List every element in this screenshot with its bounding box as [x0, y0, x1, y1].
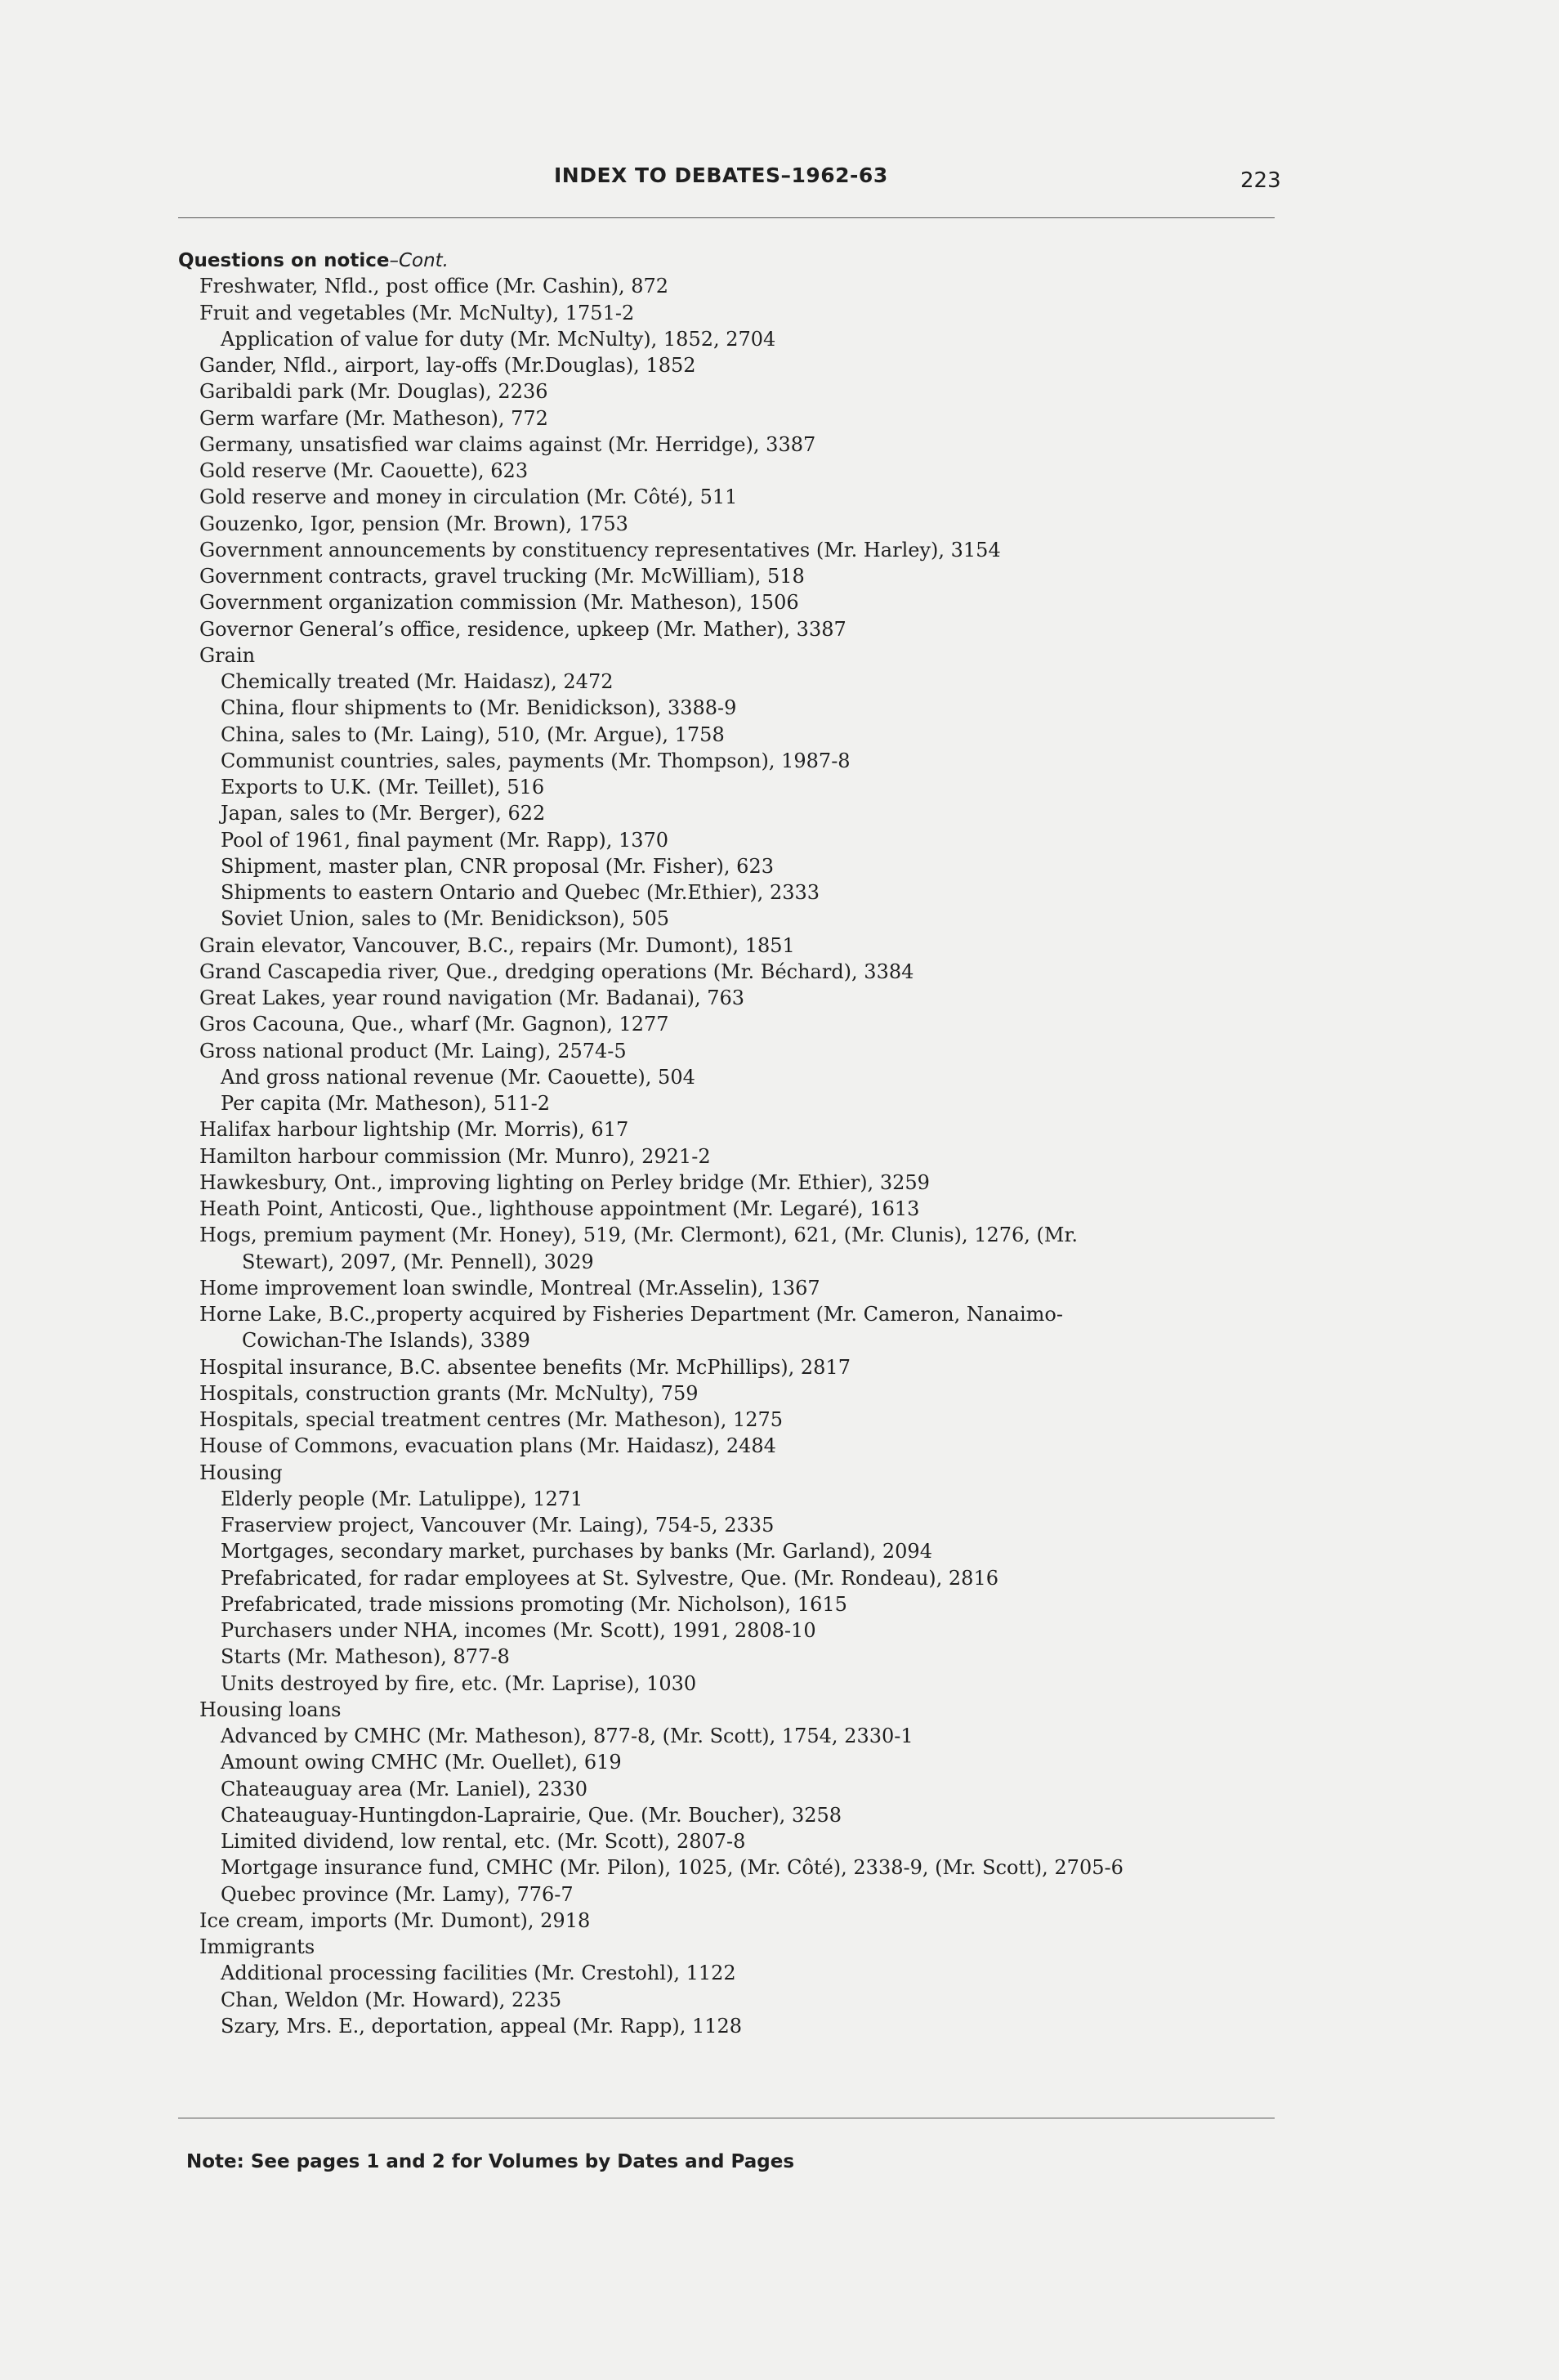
index-entry: Prefabricated, trade missions promoting (Mr. Nicholson), 1615 [221, 1592, 847, 1616]
index-entry: Shipment, master plan, CNR proposal (Mr. Fisher), 623 [221, 854, 774, 878]
header-divider [178, 217, 1275, 218]
index-entry: Quebec province (Mr. Lamy), 776-7 [221, 1882, 574, 1906]
index-entry: China, flour shipments to (Mr. Benidickson), 3388-9 [221, 696, 737, 720]
index-entry: Gouzenko, Igor, pension (Mr. Brown), 1753 [199, 512, 628, 535]
index-entry: Grand Cascapedia river, Que., dredging operations (Mr. Béchard), 3384 [199, 960, 914, 983]
index-entry: Germany, unsatisfied war claims against (Mr. Herridge), 3387 [199, 432, 816, 456]
index-entry: Garibaldi park (Mr. Douglas), 2236 [199, 380, 548, 404]
index-entry: Chateauguay area (Mr. Laniel), 2330 [221, 1777, 587, 1801]
index-entry: Heath Point, Anticosti, Que., lighthouse appointment (Mr. Legaré), 1613 [199, 1197, 920, 1220]
index-entry: Additional processing facilities (Mr. Crestohl), 1122 [221, 1962, 736, 1985]
index-entry: Limited dividend, low rental, etc. (Mr. Scott), 2807-8 [221, 1830, 746, 1853]
index-entry: Governor General’s office, residence, upkeep (Mr. Mather), 3387 [199, 617, 847, 641]
index-entry: Hospitals, special treatment centres (Mr. Matheson), 1275 [199, 1408, 784, 1431]
index-entry: Home improvement loan swindle, Montreal (Mr.Asselin), 1367 [199, 1276, 820, 1300]
index-entry: Hamilton harbour commission (Mr. Munro), 2921-2 [199, 1144, 711, 1168]
index-entry: Gander, Nfld., airport, lay-offs (Mr.Douglas), 1852 [199, 354, 696, 377]
index-entry: Prefabricated, for radar employees at St. Sylvestre, Que. (Mr. Rondeau), 2816 [221, 1566, 998, 1590]
index-entry: Grain [199, 643, 256, 667]
index-entry: Great Lakes, year round navigation (Mr. Badanai), 763 [199, 986, 745, 1009]
index-entry: China, sales to (Mr. Laing), 510, (Mr. Argue), 1758 [221, 722, 725, 746]
index-entry: Government announcements by constituency representatives (Mr. Harley), 3154 [199, 538, 1001, 561]
section-heading-row [178, 247, 1338, 273]
index-entry: Starts (Mr. Matheson), 877-8 [221, 1645, 510, 1669]
index-entry: And gross national revenue (Mr. Caouette), 504 [221, 1065, 695, 1089]
index-entry: Chateauguay-Huntingdon-Laprairie, Que. (Mr. Boucher), 3258 [221, 1803, 842, 1827]
index-entry: Grain elevator, Vancouver, B.C., repairs (Mr. Dumont), 1851 [199, 933, 795, 957]
index-entry: Amount owing CMHC (Mr. Ouellet), 619 [221, 1751, 622, 1774]
index-entry: Chemically treated (Mr. Haidasz), 2472 [221, 670, 614, 693]
index-entry: Gold reserve (Mr. Caouette), 623 [199, 459, 529, 482]
index-entry: Shipments to eastern Ontario and Quebec (Mr.Ethier), 2333 [221, 881, 820, 904]
index-entry: Hogs, premium payment (Mr. Honey), 519, (Mr. Clermont), 621, (Mr. Clunis), 1276, (Mr. [199, 1224, 1078, 1247]
index-entry: Government contracts, gravel trucking (Mr. McWilliam), 518 [199, 565, 805, 588]
page-title: INDEX TO DEBATES–1962-63 [554, 163, 888, 187]
index-entry: Units destroyed by fire, etc. (Mr. Laprise), 1030 [221, 1671, 697, 1695]
index-entry: Hawkesbury, Ont., improving lighting on Perley bridge (Mr. Ethier), 3259 [199, 1170, 930, 1194]
index-entry: Per capita (Mr. Matheson), 511-2 [221, 1092, 550, 1115]
index-entry: House of Commons, evacuation plans (Mr. Haidasz), 2484 [199, 1434, 776, 1458]
index-entry: Halifax harbour lightship (Mr. Morris), 617 [199, 1118, 629, 1142]
section-heading: Questions on notice [178, 250, 390, 271]
index-entry: Cowichan-The Islands), 3389 [242, 1329, 530, 1353]
index-entry: Szary, Mrs. E., deportation, appeal (Mr. Rapp), 1128 [221, 2014, 743, 2038]
index-entry: Chan, Weldon (Mr. Howard), 2235 [221, 1988, 562, 2011]
index-entry: Fruit and vegetables (Mr. McNulty), 1751-2 [199, 301, 635, 324]
index-entry: Freshwater, Nfld., post office (Mr. Cashin), 872 [199, 275, 669, 298]
index-entry: Pool of 1961, final payment (Mr. Rapp), 1370 [221, 828, 669, 852]
index-entry: Horne Lake, B.C.,property acquired by Fisheries Department (Mr. Cameron, Nanaimo- [199, 1303, 1063, 1326]
index-entry: Exports to U.K. (Mr. Teillet), 516 [221, 776, 545, 799]
page-number: 223 [1240, 168, 1281, 193]
index-entry: Advanced by CMHC (Mr. Matheson), 877-8, (Mr. Scott), 1754, 2330-1 [221, 1725, 914, 1747]
index-entry: Elderly people (Mr. Latulippe), 1271 [221, 1487, 583, 1510]
index-entry: Soviet Union, sales to (Mr. Benidickson), 505 [221, 907, 669, 931]
index-entry: Gros Cacouna, Que., wharf (Mr. Gagnon), 1277 [199, 1013, 669, 1036]
index-entry: Immigrants [199, 1935, 315, 1958]
index-entry: Mortgage insurance fund, CMHC (Mr. Pilon), 1025, (Mr. Côté), 2338-9, (Mr. Scott), 2705-6 [221, 1856, 1123, 1880]
index-entry: Mortgages, secondary market, purchases by banks (Mr. Garland), 2094 [221, 1540, 932, 1564]
footer-note: Note: See pages 1 and 2 for Volumes by Dates and Pages [186, 2151, 795, 2172]
index-entry: Communist countries, sales, payments (Mr. Thompson), 1987-8 [221, 749, 851, 772]
index-entry: Fraserview project, Vancouver (Mr. Laing), 754-5, 2335 [221, 1514, 775, 1537]
index-list [178, 247, 1338, 2039]
index-entry: Gold reserve and money in circulation (Mr. Côté), 511 [199, 485, 738, 509]
index-entry: Purchasers under NHA, incomes (Mr. Scott), 1991, 2808-10 [221, 1619, 816, 1642]
index-entry: Hospitals, construction grants (Mr. McNulty), 759 [199, 1381, 699, 1405]
index-entry: Gross national product (Mr. Laing), 2574-5 [199, 1039, 627, 1062]
index-entry: Germ warfare (Mr. Matheson), 772 [199, 406, 548, 430]
index-entry: Stewart), 2097, (Mr. Pennell), 3029 [242, 1250, 594, 1273]
index-entry: Government organization commission (Mr. Matheson), 1506 [199, 591, 799, 615]
section-continued-label: –Cont. [389, 250, 449, 271]
index-entry: Application of value for duty (Mr. McNulty), 1852, 2704 [221, 327, 776, 351]
index-entry: Japan, sales to (Mr. Berger), 622 [221, 802, 546, 825]
index-entry: Housing loans [199, 1698, 342, 1721]
page-header [0, 163, 1559, 196]
index-entry: Housing [199, 1461, 283, 1484]
index-entry: Hospital insurance, B.C. absentee benefits (Mr. McPhillips), 2817 [199, 1355, 851, 1379]
index-entry: Ice cream, imports (Mr. Dumont), 2918 [199, 1908, 591, 1932]
